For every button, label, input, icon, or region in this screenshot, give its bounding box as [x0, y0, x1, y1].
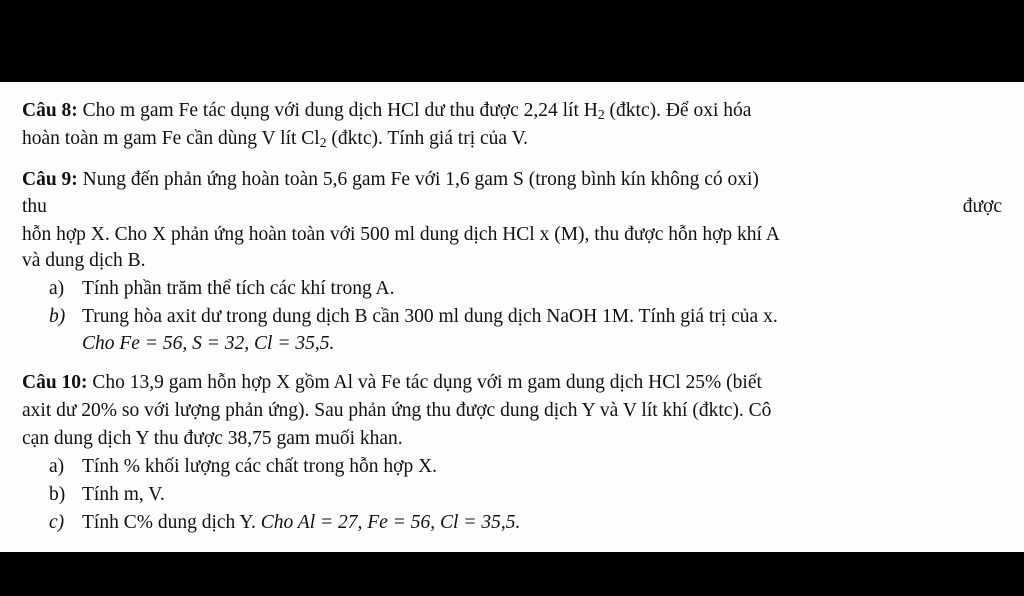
q9-text-3: hỗn hợp X. Cho X phản ứng hoàn toàn với 500 ml dung dịch HCl x (M), thu được hỗn hợp khí A: [22, 224, 780, 245]
q8-subscript-cl2: 2: [319, 135, 327, 150]
q8-text-2b: (đktc). Tính giá trị của V.: [326, 128, 529, 149]
q10-line-3: [22, 427, 1002, 451]
q10-line-2: [22, 399, 1002, 423]
q10-item-c: [49, 511, 1002, 535]
q10-text-1: Cho 13,9 gam hỗn hợp X gồm Al và Fe tác dụng với m gam dung dịch HCl 25% (biết: [87, 372, 762, 393]
q9-item-a: [49, 277, 1002, 301]
q9-given: [82, 332, 1002, 356]
q10-item-c-given: Cho Al = 27, Fe = 56, Cl = 35,5.: [260, 512, 521, 533]
q9-line-4: [22, 249, 1002, 273]
q9-line-1: [22, 168, 1002, 192]
q9-text-2-right: được: [962, 196, 1002, 217]
q9-label: Câu 9:: [22, 169, 78, 190]
q9-given-text: Cho Fe = 56, S = 32, Cl = 35,5.: [82, 333, 335, 354]
q8-line-2: [22, 127, 1002, 155]
q10-item-a: [49, 455, 1002, 479]
q10-item-b-marker: b): [49, 484, 66, 505]
q8-text-2a: hoàn toàn m gam Fe cần dùng V lít Cl: [22, 128, 320, 149]
q10-text-2: axit dư 20% so với lượng phản ứng). Sau phản ứng thu được dung dịch Y và V lít khí (đktc). Cô: [22, 400, 772, 421]
q10-item-c-text: Tính C% dung dịch Y.: [82, 512, 261, 533]
q9-text-2-left: thu: [22, 196, 47, 217]
q8-subscript-h2: 2: [597, 107, 605, 122]
q9-item-b: [49, 305, 1002, 329]
q9-item-a-text: Tính phần trăm thể tích các khí trong A.: [82, 278, 395, 299]
q10-item-b: [49, 483, 1002, 507]
q9-line-2: [22, 195, 1002, 219]
q10-item-a-text: Tính % khối lượng các chất trong hỗn hợp X.: [82, 456, 438, 477]
q9-item-b-text: Trung hòa axit dư trong dung dịch B cần 300 ml dung dịch NaOH 1M. Tính giá trị của x.: [82, 306, 778, 327]
q8-line-1: [22, 99, 1002, 127]
q9-text-4: và dung dịch B.: [22, 250, 146, 271]
q8-text-1b: (đktc). Để oxi hóa: [604, 100, 752, 121]
q10-label: Câu 10:: [22, 372, 88, 393]
q10-line-1: [22, 371, 1002, 395]
q10-item-a-marker: a): [49, 456, 65, 477]
q10-item-b-text: Tính m, V.: [82, 484, 165, 505]
q8-label: Câu 8:: [22, 100, 78, 121]
q8-text-1a: Cho m gam Fe tác dụng với dung dịch HCl dư thu được 2,24 lít H: [77, 100, 598, 121]
q10-item-c-marker: c): [49, 512, 65, 533]
q9-item-a-marker: a): [49, 278, 65, 299]
q10-text-3: cạn dung dịch Y thu được 38,75 gam muối khan.: [22, 428, 403, 449]
q9-line-3: [22, 223, 1002, 247]
q9-text-1: Nung đến phản ứng hoàn toàn 5,6 gam Fe với 1,6 gam S (trong bình kín không có oxi): [77, 169, 759, 190]
document-page: [0, 82, 1024, 552]
q9-item-b-marker: b): [49, 306, 66, 327]
